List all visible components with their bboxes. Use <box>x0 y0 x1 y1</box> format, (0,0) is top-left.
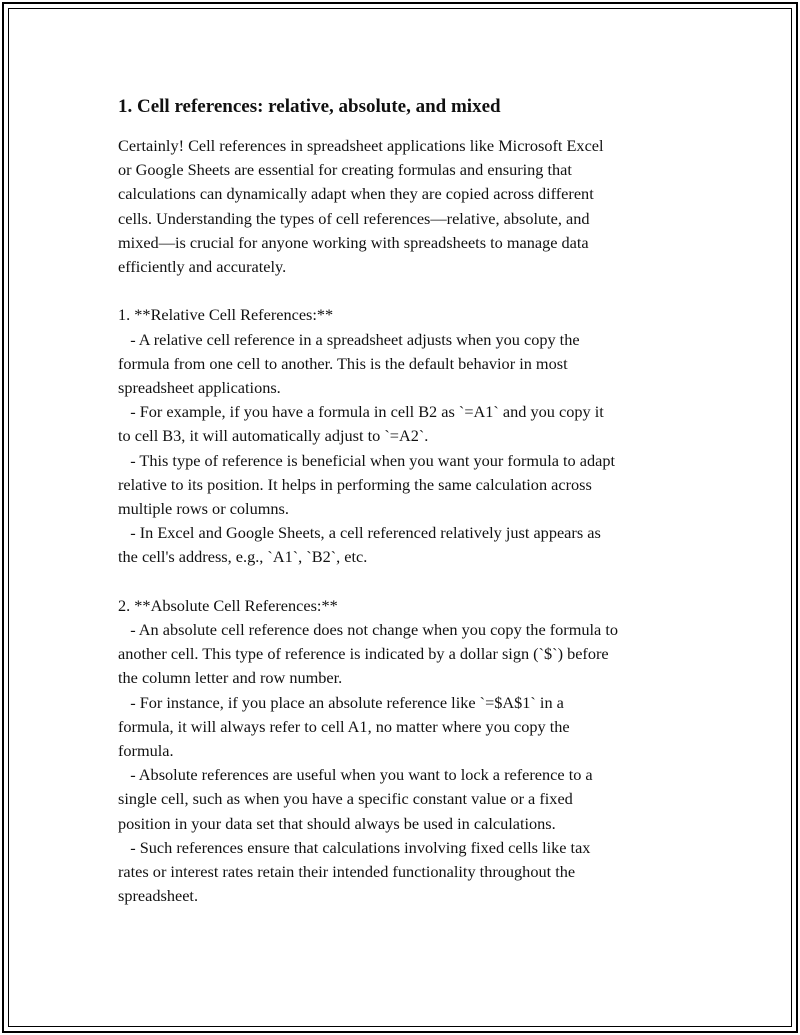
text-line: or Google Sheets are essential for creating formulas and ensuring that <box>118 160 572 180</box>
text-line: another cell. This type of reference is indicated by a dollar sign (`$`) before <box>118 644 609 664</box>
text-line: - An absolute cell reference does not change when you copy the formula to <box>118 620 619 640</box>
list-item-title: 2. **Absolute Cell References:** <box>118 595 338 615</box>
text-line: - Absolute references are useful when you want to lock a reference to a <box>118 765 593 785</box>
text-line: position in your data set that should always be used in calculations. <box>118 813 556 833</box>
text-line: single cell, such as when you have a specific constant value or a fixed <box>118 789 573 809</box>
text-line: the cell's address, e.g., `A1`, `B2`, etc. <box>118 547 368 567</box>
text-line: formula, it will always refer to cell A1, no matter where you copy the <box>118 716 570 736</box>
text-line: - For example, if you have a formula in cell B2 as `=A1` and you copy it <box>118 402 604 422</box>
list-item-title: 1. **Relative Cell References:** <box>118 305 334 325</box>
text-line: - For instance, if you place an absolute reference like `=$A$1` in a <box>118 692 564 712</box>
text-line: spreadsheet. <box>118 886 199 906</box>
relative-references-section <box>118 303 698 569</box>
text-line: formula from one cell to another. This is the default behavior in most <box>118 353 568 373</box>
text-line: - Such references ensure that calculations involving fixed cells like tax <box>118 837 591 857</box>
text-line: cells. Understanding the types of cell references—relative, absolute, and <box>118 208 590 228</box>
text-line: - In Excel and Google Sheets, a cell referenced relatively just appears as <box>118 523 601 543</box>
text-line: - A relative cell reference in a spreadsheet adjusts when you copy the <box>118 329 580 349</box>
text-line: multiple rows or columns. <box>118 499 289 519</box>
section-heading: 1. Cell references: relative, absolute, and mixed <box>118 96 501 117</box>
text-line: efficiently and accurately. <box>118 257 287 277</box>
document-body <box>118 94 698 908</box>
text-line: mixed—is crucial for anyone working with spreadsheets to manage data <box>118 232 589 252</box>
intro-paragraph <box>118 134 698 279</box>
text-line: calculations can dynamically adapt when they are copied across different <box>118 184 594 204</box>
text-line: rates or interest rates retain their intended functionality throughout the <box>118 862 576 882</box>
text-line: the column letter and row number. <box>118 668 343 688</box>
text-line: Certainly! Cell references in spreadsheet applications like Microsoft Excel <box>118 136 604 155</box>
absolute-references-section <box>118 594 698 909</box>
text-line: spreadsheet applications. <box>118 378 281 398</box>
text-line: to cell B3, it will automatically adjust to `=A2`. <box>118 426 429 446</box>
text-line: - This type of reference is beneficial when you want your formula to adapt <box>118 450 616 470</box>
text-line: formula. <box>118 741 174 761</box>
text-line: relative to its position. It helps in performing the same calculation across <box>118 474 592 494</box>
